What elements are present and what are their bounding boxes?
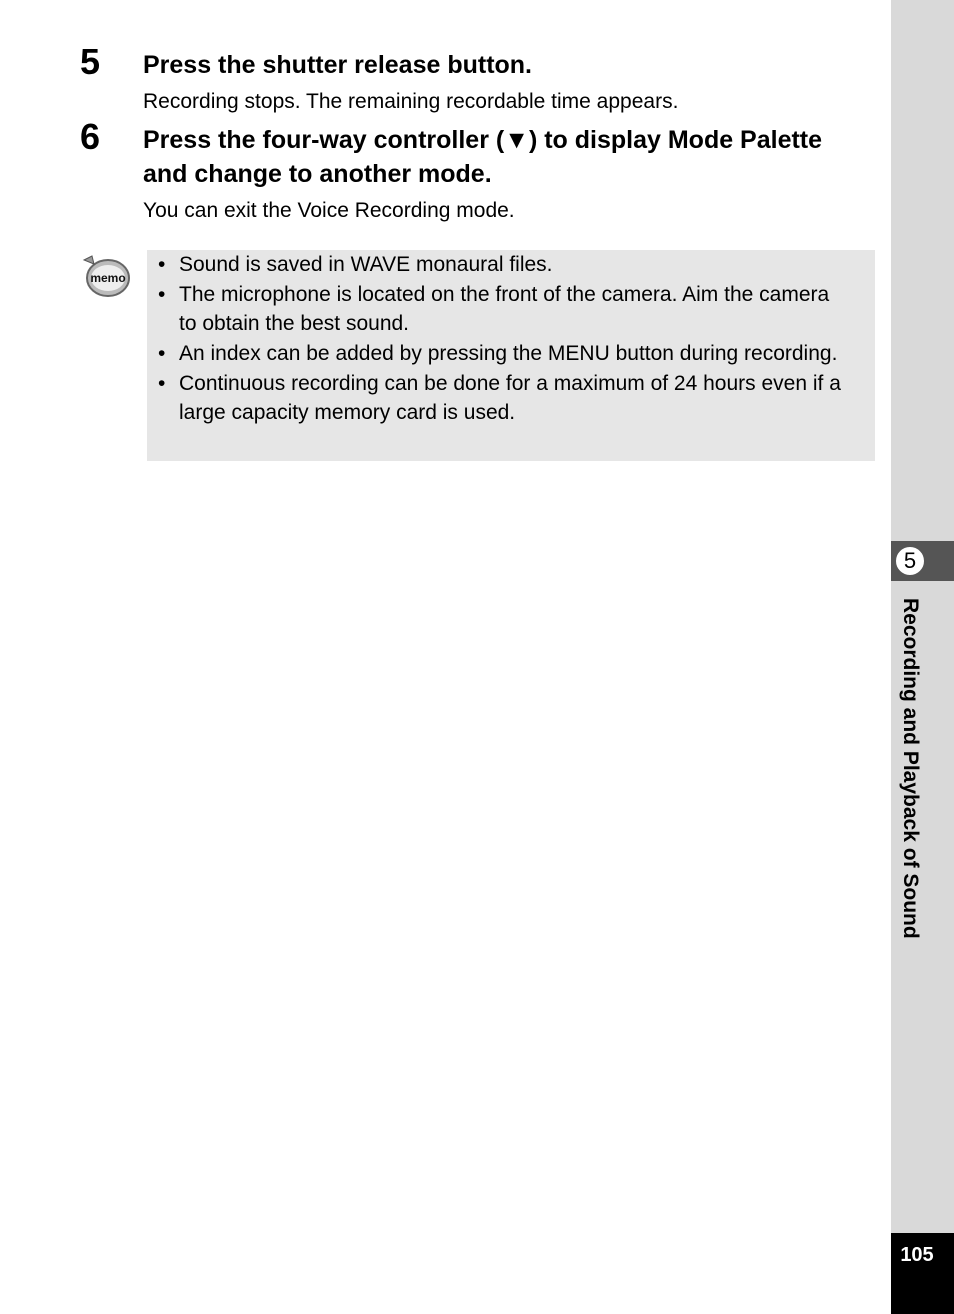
page-number: 105 — [900, 1244, 934, 1266]
step-5-title: Press the shutter release button. — [143, 51, 533, 79]
memo-item — [147, 280, 847, 338]
memo-item-text: Continuous recording can be done for a maximum of 24 hours even if a large capacity memory card is used. — [179, 372, 841, 424]
step-6-title: Press the four-way controller (▼) to display Mode Palette and change to another mode. — [143, 126, 823, 188]
memo-item — [147, 339, 847, 368]
memo-list — [147, 250, 847, 427]
step-5-number: 5 — [80, 41, 101, 82]
chapter-number-badge: 5 — [894, 545, 926, 577]
memo-icon-label: memo — [90, 271, 126, 285]
chapter-title: Recording and Playback of Sound — [899, 598, 922, 939]
bullet: • — [158, 253, 166, 276]
memo-item — [147, 369, 847, 427]
bullet: • — [158, 342, 166, 365]
memo-item-text: The microphone is located on the front of the camera. Aim the camera to obtain the best sound. — [179, 283, 830, 335]
memo-item-text: An index can be added by pressing the MENU button during recording. — [179, 342, 838, 365]
bullet: • — [158, 372, 166, 395]
memo-box — [147, 250, 875, 461]
memo-icon — [80, 254, 132, 300]
step-6-description: You can exit the Voice Recording mode. — [143, 199, 515, 222]
step-6-number: 6 — [80, 116, 101, 157]
bullet: • — [158, 283, 166, 306]
memo-item-text: Sound is saved in WAVE monaural files. — [179, 253, 553, 276]
memo-item — [147, 250, 847, 279]
step-5-description: Recording stops. The remaining recordable time appears. — [143, 90, 679, 113]
